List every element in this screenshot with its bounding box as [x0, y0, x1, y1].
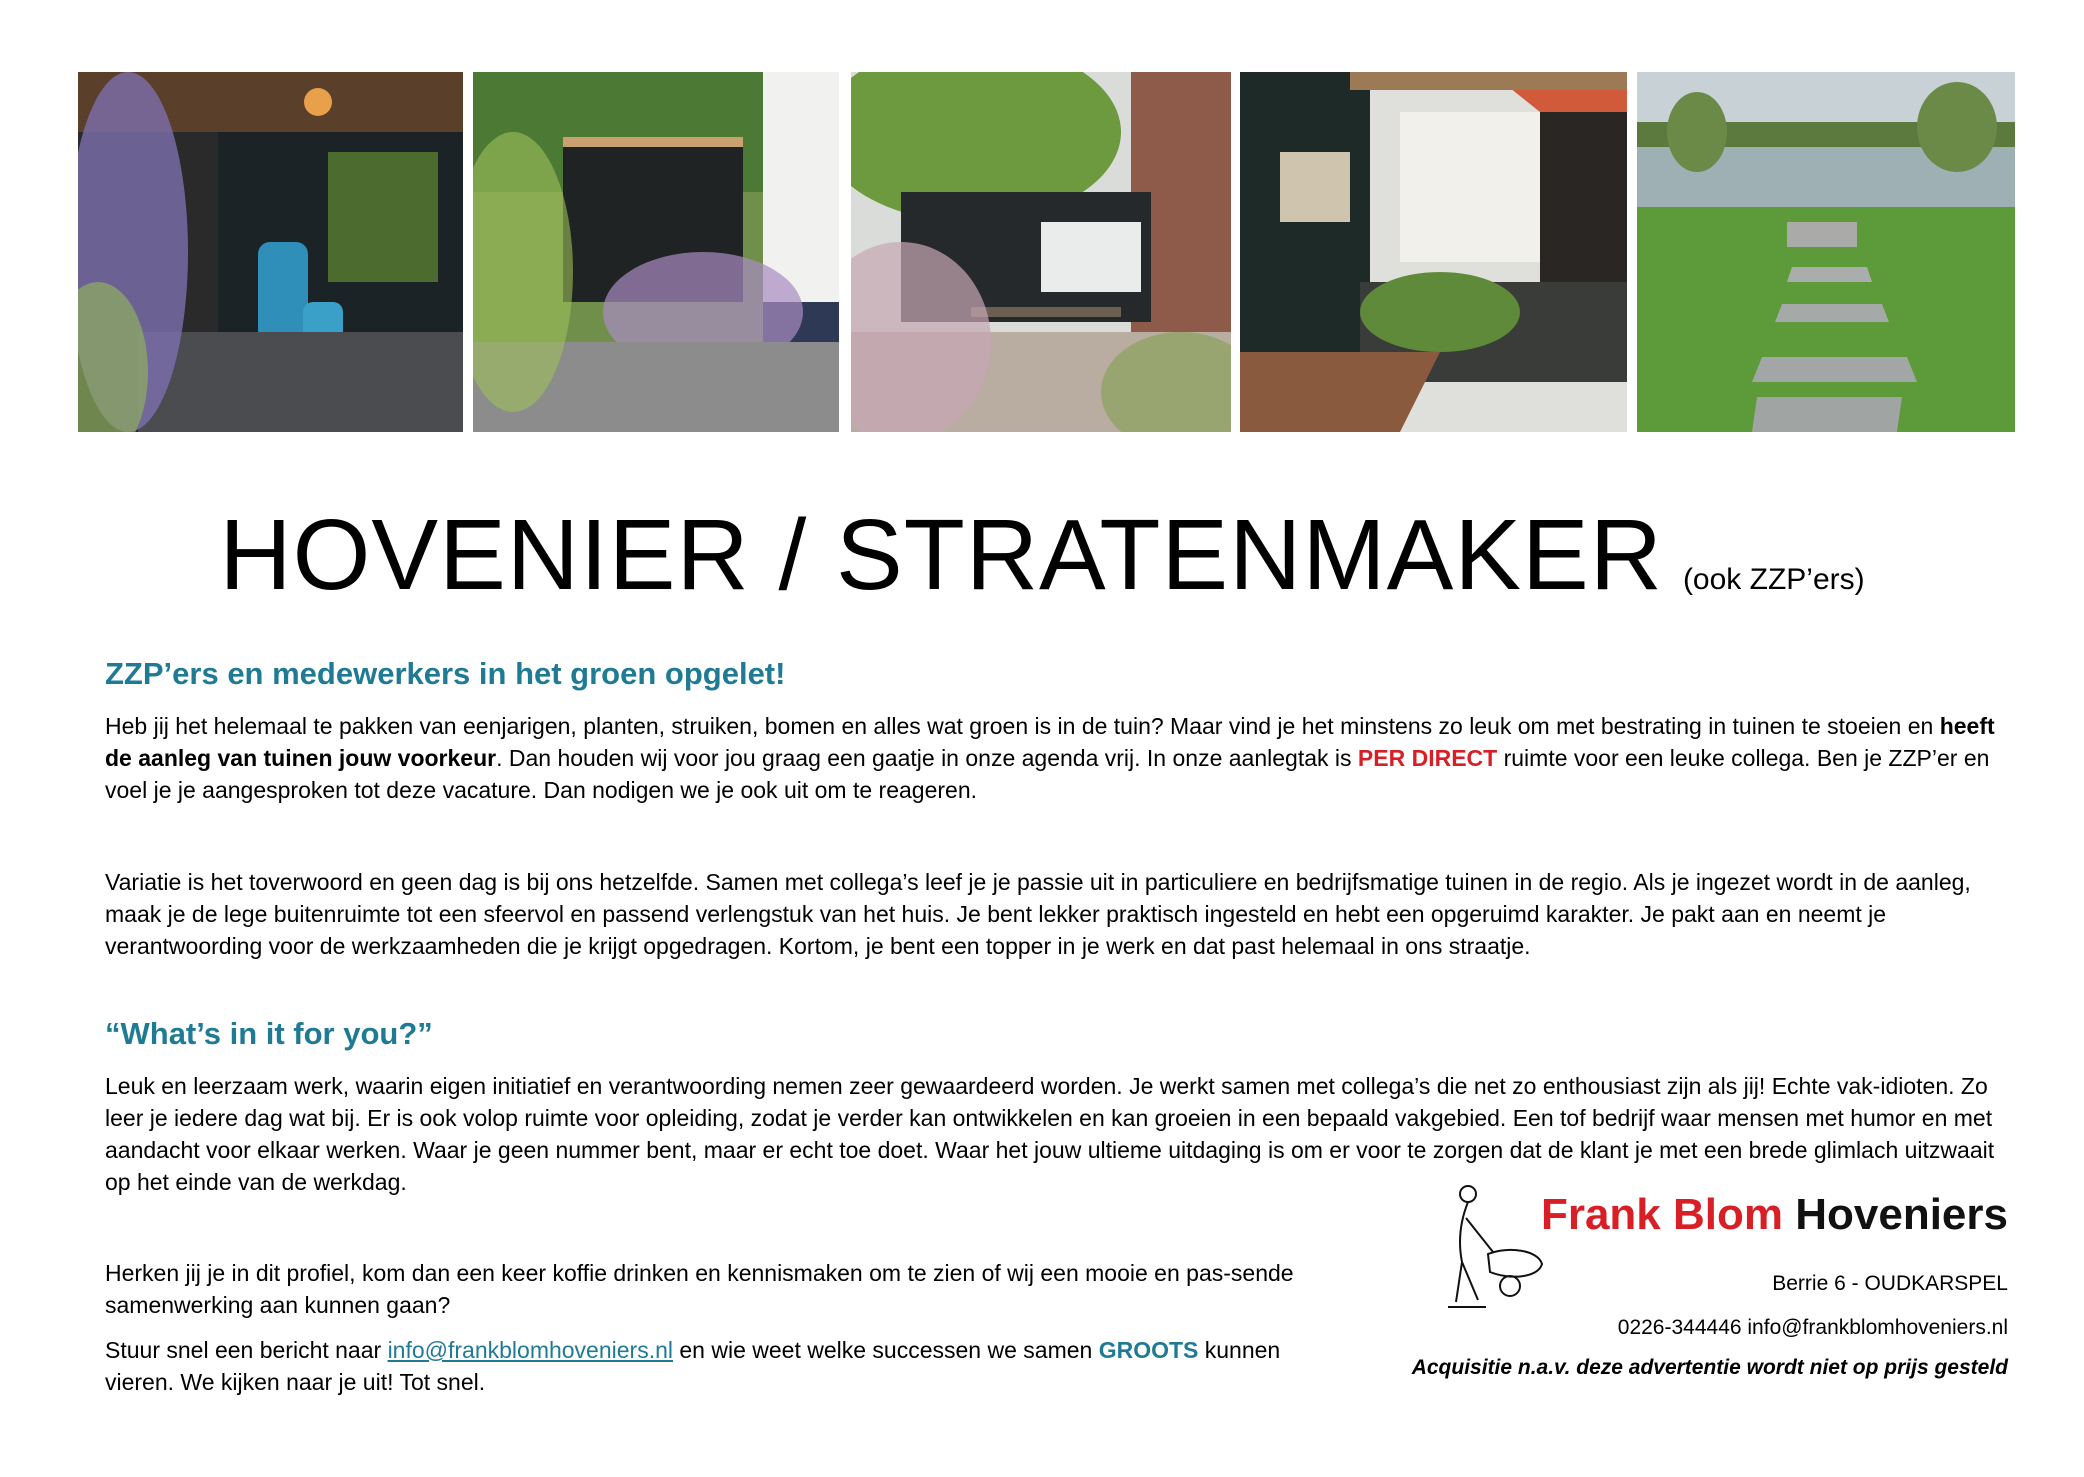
section2-paragraph-2: Herken jij je in dit profiel, kom dan een keer koffie drinken en kennismaken om te zien of wij een mooie en pas-sende samenwerking aan kunnen gaan?	[105, 1260, 1294, 1318]
email-link[interactable]: info@frankblomhoveniers.nl	[387, 1337, 673, 1363]
garden-shed-photo	[473, 72, 839, 432]
p1-text-bold: heeft de aanleg van tuinen jouw voorkeur	[105, 713, 1995, 771]
terrace-photo	[1240, 72, 1627, 432]
title-main: HOVENIER / STRATENMAKER	[219, 499, 1663, 611]
company-name	[1541, 1190, 2008, 1240]
title-sub: (ook ZZP’ers)	[1682, 563, 1865, 596]
patio-photo	[851, 72, 1231, 432]
company-name-dark: Hoveniers	[1795, 1190, 2008, 1239]
section1-paragraph-2: Variatie is het toverwoord en geen dag is bij ons hetzelfde. Samen met collega’s leef je je passie uit in particuliere en bedrijfsmatige tuinen in de regio. Als je ingezet wordt in de aanleg, maak je de lege buitenruimte tot een sfeervol en passend verlengstuk van het huis. Je bent lekker praktisch ingesteld en hebt een opgeruimd karakter. Je pakt aan en neemt je verantwoording voor de werkzaamheden die je krijgt opgedragen. Kortom, je bent een topper in je werk en dat past helemaal in ons straatje.	[105, 869, 1971, 959]
acquisition-note: Acquisitie n.a.v. deze advertentie wordt niet op prijs gesteld	[1411, 1356, 2008, 1379]
section2-paragraph-3	[105, 1334, 1355, 1398]
p1-text-red: PER DIRECT	[1357, 745, 1498, 771]
p3-text-c: kunnen vieren. We kijken naar je uit! Tot snel.	[105, 1337, 1281, 1395]
page-title	[0, 498, 2084, 613]
company-name-red: Frank Blom	[1540, 1190, 1783, 1239]
company-address: Berrie 6 - OUDKARSPEL	[1772, 1272, 2008, 1295]
garden-lounge-photo	[78, 72, 463, 432]
section1-heading: ZZP’ers en medewerkers in het groen opgelet!	[105, 656, 786, 691]
p1-text-c: ruimte voor een leuke collega. Ben je ZZP’er en voel je je aangesproken tot deze vacature. Dan nodigen we je ook uit om te reageren.	[105, 745, 1990, 803]
p3-text-a: Stuur snel een bericht naar	[105, 1337, 388, 1363]
p3-text-b: en wie weet welke successen we samen	[673, 1337, 1099, 1363]
p1-text-a: Heb jij het helemaal te pakken van eenjarigen, planten, struiken, bomen en alles wat groen is in de tuin? Maar vind je het minstens zo leuk om met bestrating in tuinen te stoeien en	[105, 713, 1940, 739]
p3-text-teal: GROOTS	[1098, 1337, 1199, 1363]
section2-heading: “What’s in it for you?”	[105, 1016, 433, 1051]
lawn-pond-photo	[1637, 72, 2015, 432]
p1-text-b: . Dan houden wij voor jou graag een gaatje in onze agenda vrij. In onze aanlegtak is	[496, 745, 1358, 771]
gardener-wheelbarrow-icon	[1438, 1182, 1548, 1332]
section2-paragraph-1: Leuk en leerzaam werk, waarin eigen initiatief en verantwoording nemen zeer gewaardeerd worden. Je werkt samen met collega’s die net zo enthousiast zijn als jij! Echte vak-idioten. Zo leer je iedere dag wat bij. Er is ook volop ruimte voor opleiding, zodat je verder kan ontwikkelen en kan groeien in een bepaald vakgebied. Een tof bedrijf waar mensen met humor en met aandacht voor elkaar werken. Waar je geen nummer bent, maar er echt toe doet. Waar het jouw ultieme uitdaging is om er voor te zorgen dat de klant je met een brede glimlach uitzwaait op het einde van de werkdag.	[105, 1073, 1995, 1195]
section1-paragraph-1	[105, 710, 2005, 806]
company-contact: 0226-344446 info@frankblomhoveniers.nl	[1617, 1316, 2008, 1339]
